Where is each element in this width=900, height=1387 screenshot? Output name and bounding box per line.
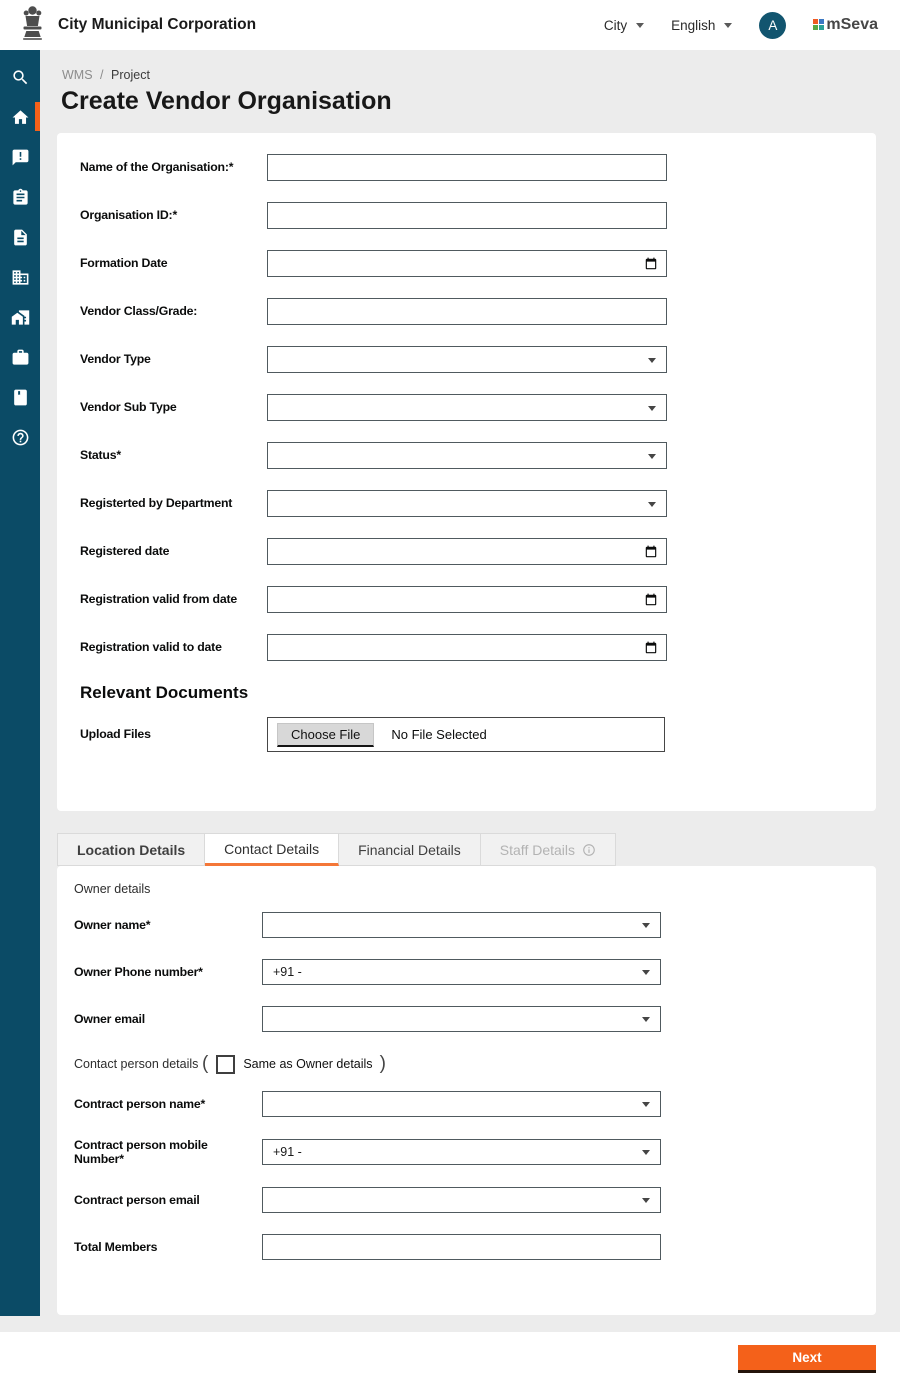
registration-valid-from-input[interactable] <box>267 586 667 613</box>
contract-person-name-select[interactable] <box>262 1091 661 1117</box>
calendar-icon[interactable] <box>644 593 658 607</box>
total-members-input[interactable] <box>262 1234 661 1260</box>
status-select[interactable] <box>267 442 667 469</box>
app-title: City Municipal Corporation <box>58 16 257 33</box>
form-row <box>80 442 876 469</box>
field-label: Contract person email <box>74 1193 200 1208</box>
header-actions <box>604 12 878 39</box>
owner-email-select[interactable] <box>262 1006 661 1032</box>
choose-file-button[interactable]: Choose File <box>277 723 374 747</box>
paren-close: ) <box>379 1053 386 1074</box>
tab-financial-details[interactable] <box>339 833 481 866</box>
tab-label: Staff Details <box>499 841 576 858</box>
contact-details-panel <box>57 866 876 1315</box>
national-emblem-logo <box>20 5 45 46</box>
same-as-owner-label: Same as Owner details <box>243 1057 373 1071</box>
form-row <box>74 1187 876 1213</box>
tab-label: Financial Details <box>358 841 461 858</box>
dropdown-caret-icon <box>648 406 656 411</box>
info-icon <box>582 843 596 857</box>
sidebar-checklist-icon[interactable] <box>0 177 40 217</box>
contact-person-section-row <box>74 1053 876 1075</box>
field-label: Contract person mobile Number* <box>74 1138 208 1167</box>
field-label: Status* <box>80 448 121 463</box>
organisation-id-input[interactable] <box>267 202 667 229</box>
calendar-icon[interactable] <box>644 641 658 655</box>
sidebar-building-icon[interactable] <box>0 257 40 297</box>
same-as-owner-checkbox[interactable] <box>216 1055 235 1074</box>
form-row <box>74 1138 876 1166</box>
breadcrumb-current[interactable]: Project <box>111 68 150 82</box>
form-row <box>74 1006 876 1032</box>
form-row <box>80 346 876 373</box>
form-row <box>80 202 876 229</box>
field-label: Registered date <box>80 544 170 559</box>
breadcrumb-separator: / <box>100 68 104 82</box>
field-label: Organisation ID:* <box>80 208 178 223</box>
dropdown-caret-icon <box>648 358 656 363</box>
tab-location-details[interactable] <box>57 833 205 866</box>
sidebar-briefcase-icon[interactable] <box>0 337 40 377</box>
action-footer <box>0 1332 900 1387</box>
field-label: Formation Date <box>80 256 168 271</box>
contact-person-details-label: Contact person details <box>74 1057 199 1071</box>
tab-label: Location Details <box>77 841 186 858</box>
vendor-type-select[interactable] <box>267 346 667 373</box>
mseva-logo-icon <box>813 19 824 30</box>
dropdown-caret-icon <box>642 1150 650 1155</box>
city-selector[interactable] <box>604 18 644 33</box>
sidebar-search-icon[interactable] <box>0 57 40 97</box>
chevron-down-icon <box>724 23 732 28</box>
form-row <box>80 586 876 613</box>
breadcrumb-section[interactable]: WMS <box>62 68 93 82</box>
registered-by-department-select[interactable] <box>267 490 667 517</box>
contract-person-mobile-select[interactable] <box>262 1139 661 1165</box>
phone-prefix-value: +91 - <box>273 1145 302 1160</box>
field-label: Upload Files <box>80 727 151 742</box>
field-label: Owner Phone number* <box>74 964 203 979</box>
registration-valid-to-input[interactable] <box>267 634 667 661</box>
organisation-name-input[interactable] <box>267 154 667 181</box>
form-row <box>74 959 876 985</box>
field-label: Name of the Organisation:* <box>80 160 234 175</box>
form-row <box>80 394 876 421</box>
vendor-class-input[interactable] <box>267 298 667 325</box>
user-avatar[interactable] <box>759 12 786 39</box>
sidebar-home-icon[interactable] <box>0 97 40 137</box>
dropdown-caret-icon <box>648 454 656 459</box>
dropdown-caret-icon <box>642 1198 650 1203</box>
dropdown-caret-icon <box>642 970 650 975</box>
tab-contact-details[interactable] <box>205 833 339 866</box>
vendor-subtype-select[interactable] <box>267 394 667 421</box>
tab-staff-details[interactable] <box>481 833 616 866</box>
field-label: Registration valid to date <box>80 640 222 655</box>
form-row <box>74 1091 876 1117</box>
form-row <box>74 1234 876 1260</box>
sidebar-housing-icon[interactable] <box>0 297 40 337</box>
relevant-documents-heading: Relevant Documents <box>80 683 249 702</box>
field-label: Registration valid from date <box>80 592 238 607</box>
page-title: Create Vendor Organisation <box>61 87 392 115</box>
next-button[interactable]: Next <box>738 1345 876 1373</box>
owner-phone-select[interactable] <box>262 959 661 985</box>
active-nav-indicator <box>35 102 40 131</box>
form-row <box>80 717 876 752</box>
phone-prefix-value: +91 - <box>273 965 302 979</box>
dropdown-caret-icon <box>642 1017 650 1022</box>
avatar-initial: A <box>768 17 778 33</box>
dropdown-caret-icon <box>642 923 650 928</box>
tab-label: Contact Details <box>224 840 320 857</box>
owner-name-select[interactable] <box>262 912 661 938</box>
left-sidebar <box>0 50 40 1316</box>
form-row <box>74 912 876 938</box>
field-label: Registerted by Department <box>80 496 233 511</box>
sidebar-document-icon[interactable] <box>0 217 40 257</box>
field-label: Vendor Sub Type <box>80 400 177 415</box>
paren-open: ( <box>202 1053 209 1074</box>
calendar-icon[interactable] <box>644 257 658 271</box>
breadcrumb <box>62 68 154 82</box>
field-label: Total Members <box>74 1240 158 1255</box>
registered-date-input[interactable] <box>267 538 667 565</box>
field-label: Owner name* <box>74 917 151 932</box>
form-row <box>80 634 876 661</box>
field-label: Vendor Type <box>80 352 151 367</box>
formation-date-input[interactable] <box>267 250 667 277</box>
city-selector-label: City <box>603 17 628 33</box>
mseva-logo-text: mSeva <box>826 16 878 33</box>
owner-details-label: Owner details <box>74 882 151 896</box>
sidebar-grievance-icon[interactable] <box>0 137 40 177</box>
mseva-logo <box>813 16 878 34</box>
chevron-down-icon <box>636 23 644 28</box>
form-row <box>80 298 876 325</box>
form-row <box>80 490 876 517</box>
sidebar-help-icon[interactable] <box>0 417 40 457</box>
field-label: Vendor Class/Grade: <box>80 304 198 319</box>
field-label: Contract person name* <box>74 1096 206 1111</box>
contract-person-email-select[interactable] <box>262 1187 661 1213</box>
organisation-form-card <box>57 133 876 811</box>
calendar-icon[interactable] <box>644 545 658 559</box>
file-upload-status: No File Selected <box>391 727 487 742</box>
dropdown-caret-icon <box>642 1102 650 1107</box>
language-selector-label: English <box>671 17 716 33</box>
form-row <box>80 250 876 277</box>
field-label: Owner email <box>74 1011 145 1026</box>
sidebar-book-icon[interactable] <box>0 377 40 417</box>
top-header <box>0 0 900 50</box>
language-selector[interactable] <box>671 18 732 33</box>
form-row <box>80 154 876 181</box>
form-row <box>80 538 876 565</box>
file-upload-box[interactable] <box>267 717 665 752</box>
dropdown-caret-icon <box>648 502 656 507</box>
details-tab-bar <box>57 833 616 866</box>
